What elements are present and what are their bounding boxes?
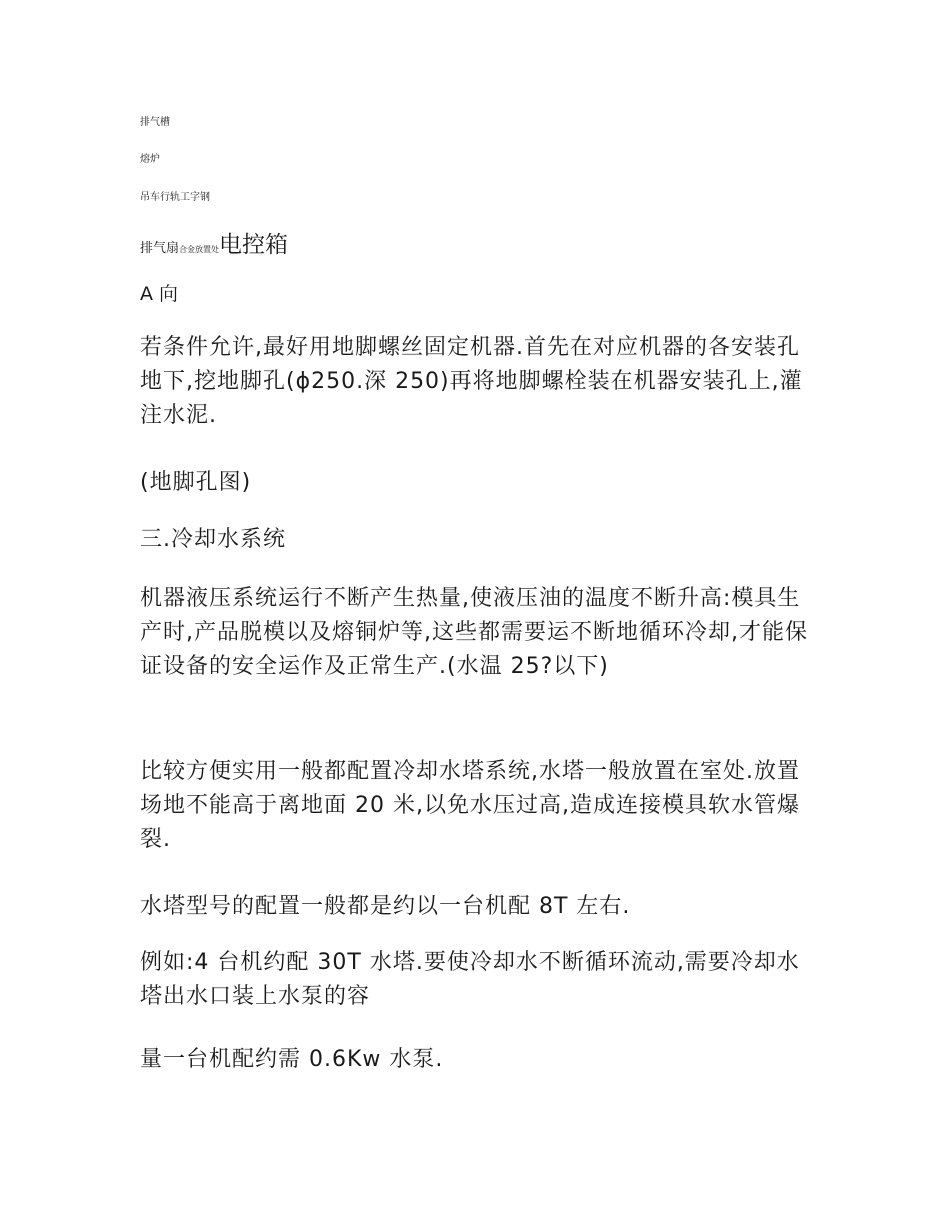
label-furnace: 熔炉 xyxy=(140,154,160,165)
section-heading-cooling: 三.冷却水系统 xyxy=(140,527,286,552)
label-exhaust-trough: 排气槽 xyxy=(140,117,170,128)
diagram-label-row xyxy=(140,226,288,259)
paragraph-cooling-need: 机器液压系统运行不断产生热量,使液压油的温度不断升高:模具生产时,产品脱模以及熔铜炉等,这些都需要运不断地循环冷却,才能保证设备的安全运作及正常生产.(水温 25?以下) xyxy=(140,586,808,679)
paragraph-foundation: 若条件允许,最好用地脚螺丝固定机器.首先在对应机器的各安装孔地下,挖地脚孔(ϕ250.深 250)再将地脚螺栓装在机器安装孔上,灌注水泥. xyxy=(140,335,803,428)
label-direction-a: A 向 xyxy=(140,283,179,305)
label-control-box: 电控箱 xyxy=(219,232,289,258)
paragraph-foundation-figure: (地脚孔图) xyxy=(140,470,252,495)
paragraph-example: 例如:4 台机约配 30T 水塔.要使冷却水不断循环流动,需要冷却水塔出水口装上水泵的容 xyxy=(140,950,800,1009)
paragraph-tower-sizing: 水塔型号的配置一般都是约以一台机配 8T 左右. xyxy=(140,894,631,919)
label-alloy-storage: 合金放置处 xyxy=(179,245,220,254)
paragraph-cooling-tower: 比较方便实用一般都配置冷却水塔系统,水塔一般放置在室处.放置场地不能高于离地面 20 米,以免水压过高,造成连接模具软水管爆裂. xyxy=(140,759,800,852)
paragraph-pump: 量一台机配约需 0.6Kw 水泵. xyxy=(140,1047,444,1072)
label-exhaust-fan: 排气扇 xyxy=(140,241,180,256)
label-crane-rail: 吊车行轨工字钢 xyxy=(140,192,210,203)
